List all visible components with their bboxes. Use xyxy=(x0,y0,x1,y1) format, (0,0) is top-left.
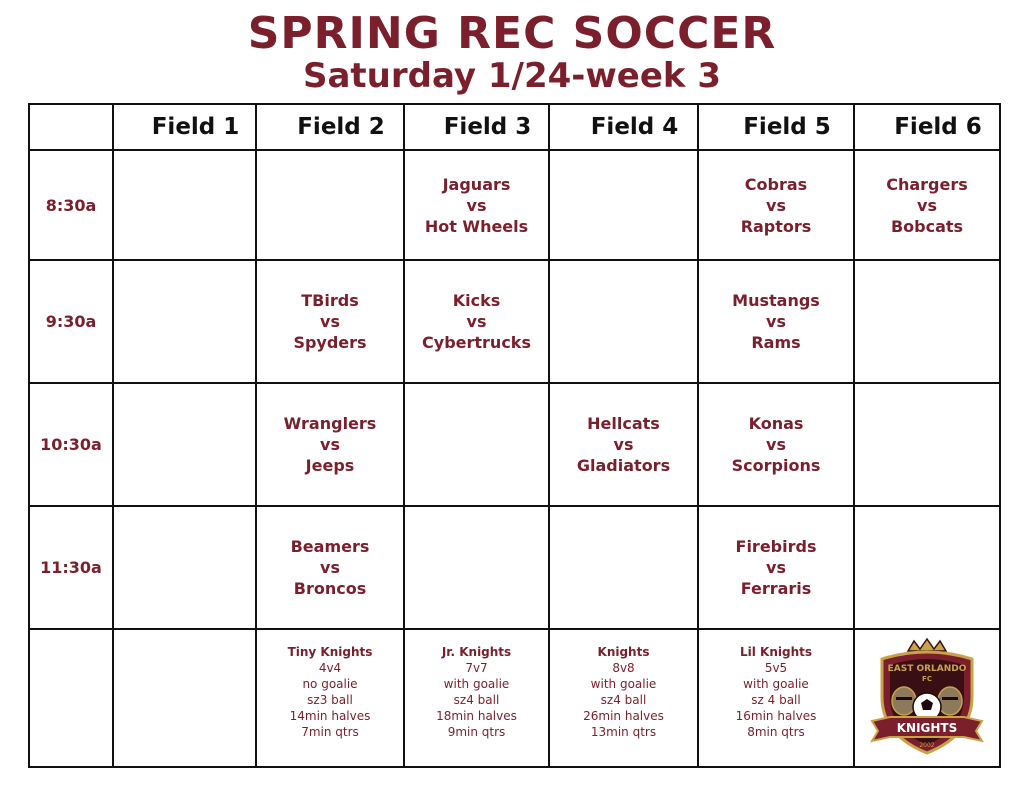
home-team: Wranglers xyxy=(283,414,377,433)
field-header: Field 2 xyxy=(256,104,404,150)
division-line: 8min qtrs xyxy=(747,725,805,739)
empty-slot xyxy=(113,629,256,767)
away-team: Bobcats xyxy=(890,216,964,236)
empty-slot xyxy=(113,260,256,383)
time-row xyxy=(29,150,1000,260)
away-team: Cybertrucks xyxy=(422,333,531,352)
empty-slot xyxy=(113,383,256,506)
division-line: with goalie xyxy=(590,677,657,691)
division-info xyxy=(404,629,549,767)
page-subtitle: Saturday 1/24-week 3 xyxy=(302,56,722,96)
logo-wrap xyxy=(855,637,999,759)
division-line: 26min halves xyxy=(583,709,664,723)
vs-label: vs xyxy=(766,195,786,215)
home-team: Chargers xyxy=(886,174,968,194)
vs-label: vs xyxy=(320,312,340,331)
empty-slot xyxy=(404,506,549,629)
empty-slot xyxy=(854,383,1000,506)
time-row xyxy=(29,383,1000,506)
division-line: 13min qtrs xyxy=(590,725,657,739)
time-row xyxy=(29,260,1000,383)
division-line: sz4 ball xyxy=(600,693,647,707)
division-line: 16min halves xyxy=(735,709,817,723)
game-cell xyxy=(698,150,854,260)
empty-slot xyxy=(549,150,698,260)
logo-fc-text: FC xyxy=(922,675,932,683)
home-team: Hellcats xyxy=(587,414,660,433)
away-team: Ferraris xyxy=(740,579,812,598)
division-title: Tiny Knights xyxy=(287,645,373,659)
game-cell xyxy=(404,260,549,383)
home-team: Cobras xyxy=(744,174,808,194)
game-cell xyxy=(404,150,549,260)
game-cell xyxy=(256,260,404,383)
field-header: Field 4 xyxy=(549,104,698,150)
home-team: Beamers xyxy=(290,537,370,556)
time-label: 9:30a xyxy=(29,260,113,383)
empty-slot xyxy=(549,260,698,383)
away-team: Gladiators xyxy=(576,456,671,475)
game-cell xyxy=(698,260,854,383)
field-header: Field 1 xyxy=(113,104,256,150)
home-team: Mustangs xyxy=(732,291,820,310)
vs-label: vs xyxy=(320,435,340,454)
vs-label: vs xyxy=(766,558,786,577)
division-line: 7v7 xyxy=(465,661,488,675)
logo-cell xyxy=(854,629,1000,767)
knights-logo xyxy=(868,637,986,759)
division-line: 9min qtrs xyxy=(447,725,506,739)
game-cell xyxy=(698,506,854,629)
division-title: Lil Knights xyxy=(739,645,813,659)
header-row xyxy=(29,104,1000,150)
division-line: 7min qtrs xyxy=(301,725,359,739)
empty-slot xyxy=(549,506,698,629)
away-team: Spyders xyxy=(293,333,367,352)
division-line: 14min halves xyxy=(289,709,371,723)
division-line: sz 4 ball xyxy=(751,693,801,707)
home-team: Kicks xyxy=(452,291,501,310)
schedule-table xyxy=(28,103,1001,768)
time-label: 8:30a xyxy=(29,150,113,260)
division-line: with goalie xyxy=(743,677,809,691)
division-title: Jr. Knights xyxy=(441,645,512,659)
empty-slot xyxy=(113,506,256,629)
empty-slot xyxy=(113,150,256,260)
division-line: 18min halves xyxy=(436,709,517,723)
vs-label: vs xyxy=(766,435,786,454)
vs-label: vs xyxy=(466,312,487,331)
division-line: 4v4 xyxy=(318,661,342,675)
away-team: Jeeps xyxy=(305,456,355,475)
home-team: Firebirds xyxy=(735,537,817,556)
home-team: TBirds xyxy=(301,291,359,310)
empty-slot xyxy=(29,629,113,767)
field-header: Field 6 xyxy=(854,104,1000,150)
logo-year-text: 2002 xyxy=(919,742,935,749)
game-cell xyxy=(854,150,1000,260)
away-team: Rams xyxy=(751,333,801,352)
time-label: 11:30a xyxy=(29,506,113,629)
division-info xyxy=(698,629,854,767)
empty-slot xyxy=(256,150,404,260)
field-header: Field 5 xyxy=(698,104,854,150)
home-team: Jaguars xyxy=(442,174,511,194)
empty-slot xyxy=(854,506,1000,629)
game-cell xyxy=(698,383,854,506)
corner-cell xyxy=(29,104,113,150)
away-team: Raptors xyxy=(740,216,812,236)
logo-banner-text: KNIGHTS xyxy=(896,721,958,735)
game-cell xyxy=(256,383,404,506)
empty-slot xyxy=(404,383,549,506)
division-info xyxy=(549,629,698,767)
vs-label: vs xyxy=(917,195,937,215)
division-line: 5v5 xyxy=(764,661,788,675)
division-line: 8v8 xyxy=(612,661,635,675)
game-cell xyxy=(549,383,698,506)
away-team: Scorpions xyxy=(731,456,821,475)
field-header: Field 3 xyxy=(404,104,549,150)
vs-label: vs xyxy=(320,558,340,577)
vs-label: vs xyxy=(766,312,786,331)
away-team: Hot Wheels xyxy=(424,216,529,236)
time-label: 10:30a xyxy=(29,383,113,506)
division-line: with goalie xyxy=(443,677,510,691)
logo-top-text: EAST ORLANDO xyxy=(887,664,967,674)
division-info xyxy=(256,629,404,767)
home-team: Konas xyxy=(748,414,804,433)
division-info-row xyxy=(29,629,1000,767)
division-line: sz3 ball xyxy=(307,693,353,707)
vs-label: vs xyxy=(613,435,634,454)
game-cell xyxy=(256,506,404,629)
time-row xyxy=(29,506,1000,629)
division-line: sz4 ball xyxy=(453,693,500,707)
away-team: Broncos xyxy=(293,579,367,598)
empty-slot xyxy=(854,260,1000,383)
division-line: no goalie xyxy=(302,677,358,691)
page-title: SPRING REC SOCCER xyxy=(247,8,777,59)
division-title: Knights xyxy=(597,645,650,659)
vs-label: vs xyxy=(466,195,487,215)
